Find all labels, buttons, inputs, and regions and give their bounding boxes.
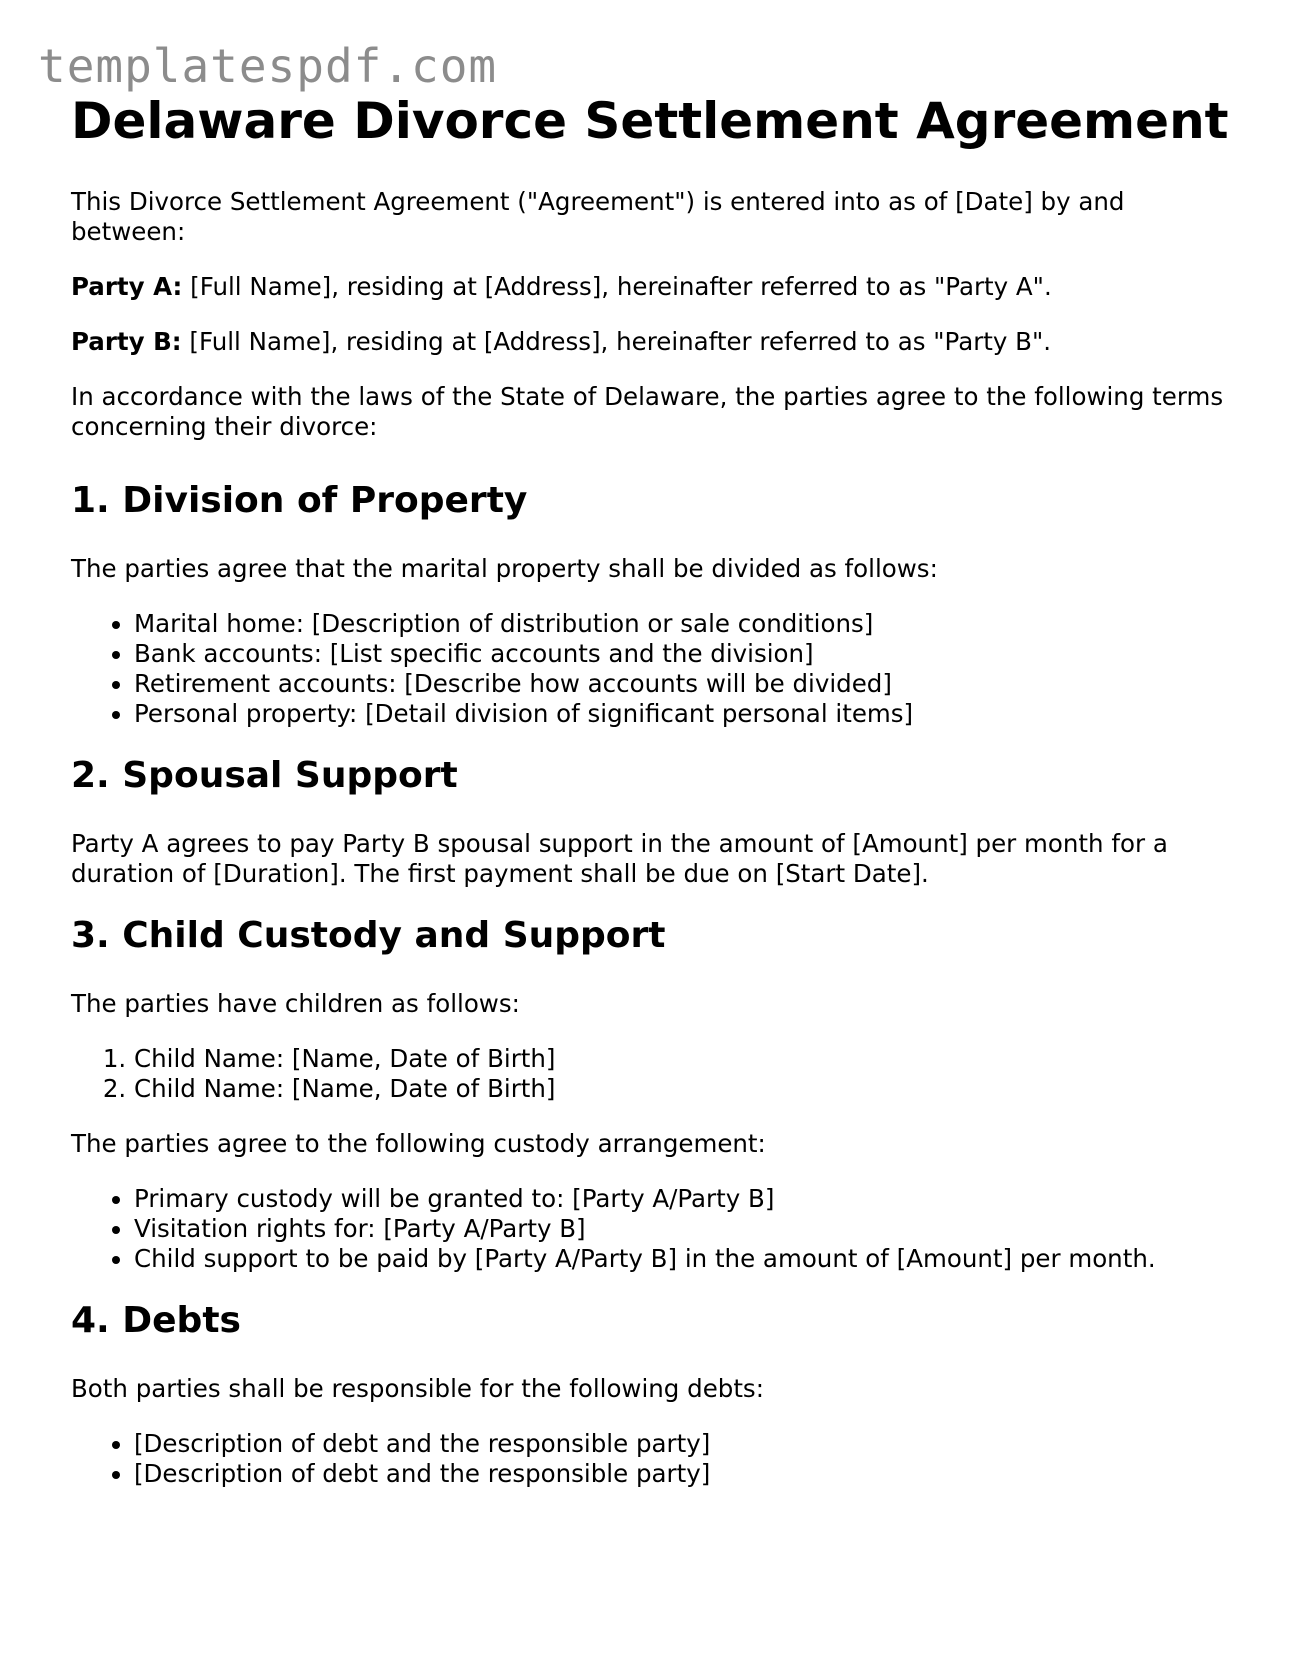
party-b-text: [Full Name], residing at [Address], hereinafter referred to as "Party B". <box>181 327 1052 356</box>
list-item: • Personal property: [Detail division of significant personal items] <box>134 699 1231 729</box>
watermark: templatespdf.com <box>38 39 498 93</box>
section-4-intro: Both parties shall be responsible for the following debts: <box>71 1374 764 1403</box>
list-item: • Retirement accounts: [Describe how accounts will be divided] <box>134 669 1231 699</box>
section-2-heading: 2. Spousal Support <box>71 755 458 796</box>
party-b-label: Party B: <box>71 327 182 356</box>
list-item: • Visitation rights for: [Party A/Party B] <box>134 1214 1231 1244</box>
list-item: 1. Child Name: [Name, Date of Birth] <box>134 1044 1231 1074</box>
section-1-heading: 1. Division of Property <box>71 480 528 521</box>
debts-list <box>71 1429 1231 1489</box>
list-item: • Primary custody will be granted to: [Party A/Party B] <box>134 1184 1231 1214</box>
children-list <box>71 1044 1231 1104</box>
section-3-children-intro: The parties have children as follows: <box>71 989 520 1018</box>
document-title: Delaware Divorce Settlement Agreement <box>71 92 1229 150</box>
custody-list <box>71 1184 1231 1274</box>
list-item: • [Description of debt and the responsible party] <box>134 1429 1231 1459</box>
list-item: • Bank accounts: [List specific accounts and the division] <box>134 639 1231 669</box>
party-a-text: [Full Name], residing at [Address], hereinafter referred to as "Party A". <box>182 272 1052 301</box>
section-3-custody-intro: The parties agree to the following custody arrangement: <box>71 1129 766 1158</box>
list-item: • Child support to be paid by [Party A/Party B] in the amount of [Amount] per month. <box>134 1244 1231 1274</box>
accordance-paragraph: In accordance with the laws of the State of Delaware, the parties agree to the following terms concerning their divorce: <box>71 382 1224 441</box>
list-item: • [Description of debt and the responsible party] <box>134 1459 1231 1489</box>
list-item: 2. Child Name: [Name, Date of Birth] <box>134 1074 1231 1104</box>
list-item: • Marital home: [Description of distribution or sale conditions] <box>134 609 1231 639</box>
section-2-text: Party A agrees to pay Party B spousal support in the amount of [Amount] per month for a duration of [Duration]. The first payment shall be due on [Start Date]. <box>71 829 1168 888</box>
section-3-heading: 3. Child Custody and Support <box>71 915 666 956</box>
property-list <box>71 609 1231 729</box>
document-body <box>71 92 1231 1514</box>
intro-paragraph: This Divorce Settlement Agreement ("Agreement") is entered into as of [Date] by and between: <box>71 187 1125 246</box>
party-a-line <box>71 272 1231 302</box>
party-b-line <box>71 327 1231 357</box>
section-4-heading: 4. Debts <box>71 1300 241 1341</box>
party-a-label: Party A: <box>71 272 183 301</box>
section-1-intro: The parties agree that the marital property shall be divided as follows: <box>71 554 938 583</box>
